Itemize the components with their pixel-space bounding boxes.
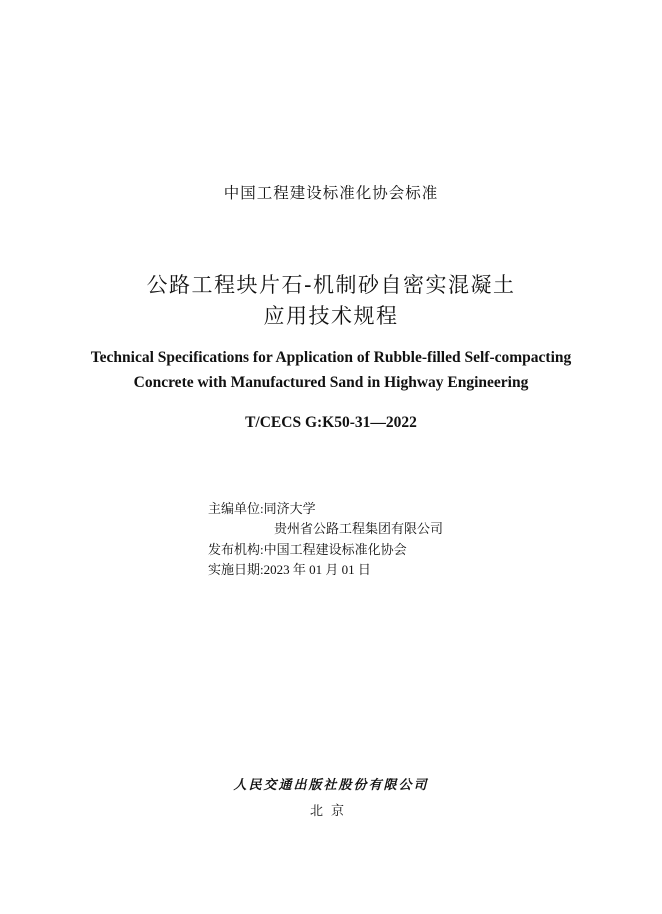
publisher-name: 人民交通出版社股份有限公司 xyxy=(233,778,429,793)
document-title-cn-line2: 应用技术规程 xyxy=(263,304,399,328)
standard-org-title: 中国工程建设标准化协会标准 xyxy=(223,184,439,202)
chief-editor-unit: 主编单位:同济大学 xyxy=(208,501,316,516)
document-title-en-line2: Concrete with Manufactured Sand in Highway Engineering xyxy=(133,374,529,391)
effective-date: 实施日期:2023 年 01 月 01 日 xyxy=(208,562,371,577)
issuing-organization: 发布机构:中国工程建设标准化协会 xyxy=(208,542,407,557)
publisher-city: 北京 xyxy=(309,804,352,819)
standard-code: T/CECS G:K50-31—2022 xyxy=(245,414,417,431)
co-editor-unit: 贵州省公路工程集团有限公司 xyxy=(274,521,444,536)
document-title-cn-line1: 公路工程块片石-机制砂自密实混凝土 xyxy=(146,273,516,297)
document-title-en-line1: Technical Specifications for Application of Rubble-filled Self-compacting xyxy=(90,349,572,366)
